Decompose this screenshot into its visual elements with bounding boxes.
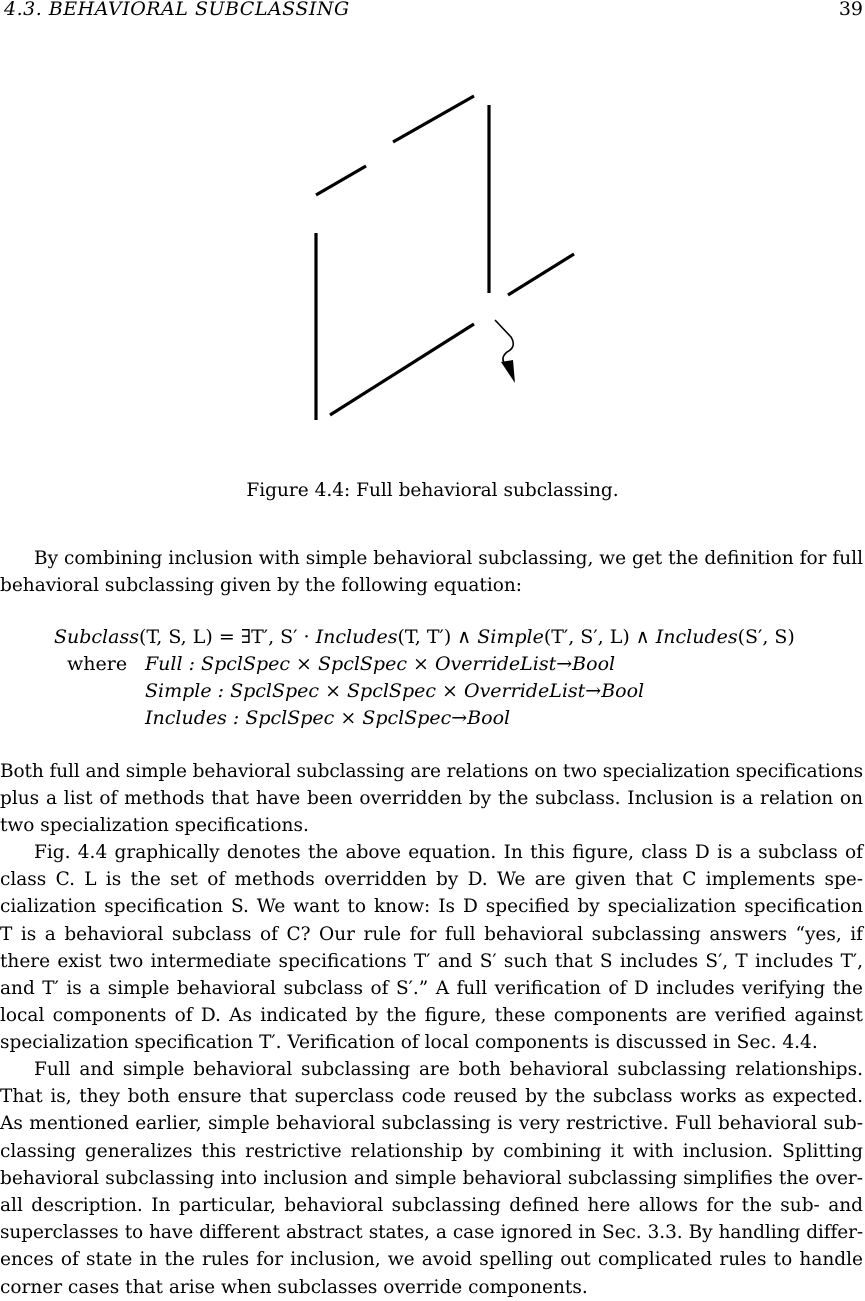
text-line: local components of D. As indicated by the figure, these components are verified against xyxy=(0,1005,863,1027)
sig-type: : SpclSpec × SpclSpec→Bool xyxy=(226,707,511,729)
eq-simple-args: (T′, S′, L) ∧ xyxy=(543,626,656,648)
text-line: Fig. 4.4 graphically denotes the above equation. In this figure, class D is a subclass of xyxy=(34,842,863,863)
text-line: superclasses to have different abstract states, a case ignored in Sec. 3.3. By handling differ- xyxy=(0,1222,863,1244)
signature-full xyxy=(145,653,615,675)
page-number: 39 xyxy=(838,0,863,20)
paragraph-2 xyxy=(0,839,863,1057)
text-line: Both full and simple behavioral subclassing are relations on two specialization specifications xyxy=(0,761,863,782)
eq-includes: Includes xyxy=(315,626,398,648)
paragraph-1 xyxy=(0,758,863,840)
figure-diagram xyxy=(0,0,865,470)
arrowhead-icon xyxy=(501,360,515,383)
eq-includes-2-args: (S′, S) xyxy=(737,626,795,648)
diagram-edge xyxy=(393,96,474,142)
signature-includes xyxy=(145,707,510,729)
figure-caption: Figure 4.4: Full behavioral subclassing. xyxy=(246,480,619,501)
diagram-edge xyxy=(316,166,366,195)
text-line: ences of state in the rules for inclusion, we avoid spelling out complicated rules to handle xyxy=(0,1249,863,1271)
text-line: specialization specification T′. Verification of local components is discussed in Sec. 4.4. xyxy=(0,1032,818,1054)
text-line: behavioral subclassing given by the following equation: xyxy=(0,575,523,597)
text-line: That is, they both ensure that superclass code reused by the subclass works as expected. xyxy=(0,1086,863,1108)
equation-main xyxy=(54,626,795,648)
sig-type: : SpclSpec × SpclSpec × OverrideList→Bool xyxy=(211,680,645,702)
eq-includes-2: Includes xyxy=(655,626,738,648)
sig-type: : SpclSpec × SpclSpec × OverrideList→Bool xyxy=(182,653,616,675)
intro-paragraph xyxy=(0,545,863,599)
text-line: two specialization specifications. xyxy=(0,815,309,837)
text-line: classing generalizes this restrictive relationship by combining it with inclusion. Splitting xyxy=(0,1140,863,1162)
diagram-edge xyxy=(508,254,574,295)
text-line: class C. L is the set of methods overridden by D. We are given that C implements spe- xyxy=(0,869,863,891)
text-line: all description. In particular, behavioral subclassing defined here allows for the sub- and xyxy=(0,1195,863,1217)
text-line: there exist two intermediate specifications T′ and S′ such that S includes S′, T includes T′, xyxy=(0,950,863,972)
text-line: Full and simple behavioral subclassing are both behavioral subclassing relationships. xyxy=(34,1059,863,1080)
text-line: cialization specification S. We want to know: Is D specified by specialization specification xyxy=(0,896,863,918)
paragraph-3 xyxy=(0,1056,863,1301)
text-line: and T′ is a simple behavioral subclass of S′.” A full verification of D includes verifying the xyxy=(0,978,863,1000)
sig-name: Simple xyxy=(145,680,212,702)
text-line: behavioral subclassing into inclusion and simple behavioral subclassing simplifies the over- xyxy=(0,1167,863,1189)
sig-name: Full xyxy=(145,653,183,675)
eq-simple: Simple xyxy=(477,626,544,648)
text-line: corner cases that arise when subclasses override components. xyxy=(0,1276,588,1298)
text-line: T is a behavioral subclass of C? Our rule for full behavioral subclassing answers “yes, if xyxy=(0,923,863,945)
eq-func: Subclass xyxy=(54,626,139,648)
sig-name: Includes xyxy=(145,707,227,729)
eq-args: (T, S, L) = ∃T′, S′ · xyxy=(138,626,316,648)
diagram-edge xyxy=(330,324,474,415)
text-line: As mentioned earlier, simple behavioral subclassing is very restrictive. Full behavioral sub- xyxy=(0,1113,863,1135)
text-line: By combining inclusion with simple behavioral subclassing, we get the definition for full xyxy=(34,548,863,569)
eq-includes-args: (T, T′) ∧ xyxy=(397,626,478,648)
text-line: plus a list of methods that have been overridden by the subclass. Inclusion is a relation on xyxy=(0,788,863,810)
signature-simple xyxy=(145,680,644,702)
section-title: 4.3. BEHAVIORAL SUBCLASSING xyxy=(4,0,350,20)
where-label: where xyxy=(67,653,128,675)
